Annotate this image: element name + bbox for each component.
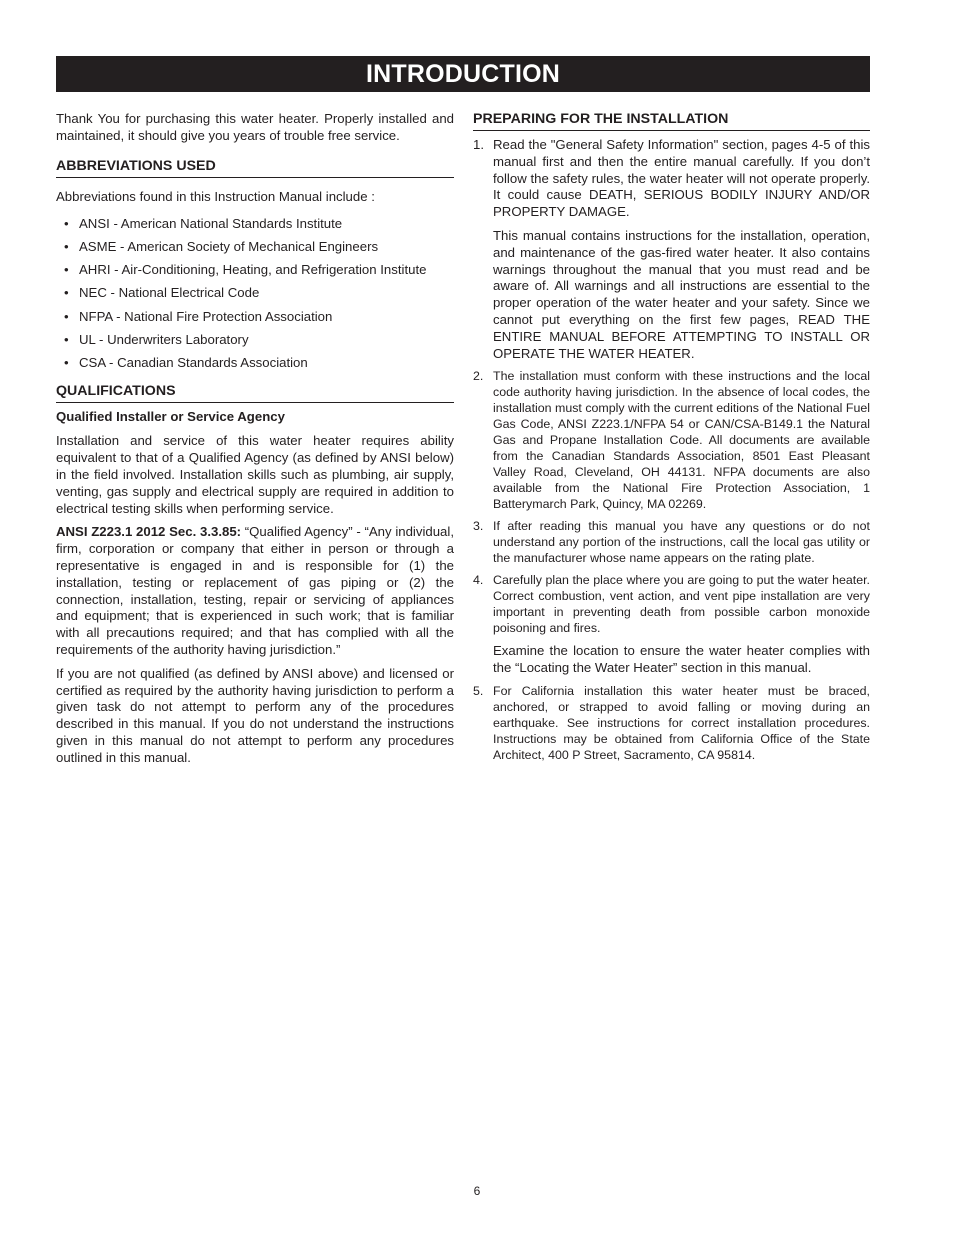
- step-extra-text: This manual contains instructions for the installation, operation, and maintenance of the gas-fired water heater. It also contains warnings throughout the manual that you must read and be aware of. All warnings and all instructions are essential to the proper operation of the water heater and your safety. Since we cannot put everything on the first few pages, READ THE ENTIRE MANUAL BEFORE ATTEMPTING TO INSTALL OR OPERATE THE WATER HEATER.: [493, 227, 870, 361]
- list-item: • ANSI - American National Standards Institute: [64, 215, 343, 231]
- step-extra-text: Examine the location to ensure the water heater complies with the “Locating the Water Heater” section in this manual.: [493, 643, 870, 676]
- section-title-banner: INTRODUCTION: [56, 56, 870, 92]
- left-column: [56, 111, 454, 767]
- list-item: • NEC - National Electrical Code: [64, 285, 260, 301]
- bullet-icon: •: [64, 332, 69, 348]
- list-item: [473, 137, 870, 362]
- list-item: [473, 572, 870, 677]
- abbreviations-list: [56, 216, 454, 372]
- qualifications-heading: QUALIFICATIONS: [56, 383, 454, 403]
- bullet-icon: •: [64, 355, 69, 371]
- step-number: 1.: [473, 137, 484, 152]
- step-text: Read the "General Safety Information" section, pages 4-5 of this manual first and then the entire manual carefully. If you don’t follow the safety rules, the water heater will not operate properly. It could cause DEATH, SERIOUS BODILY INJURY AND/OR PROPERTY DAMAGE.: [493, 137, 870, 220]
- list-item: [473, 368, 870, 512]
- step-number: 2.: [473, 369, 484, 384]
- step-text: If after reading this manual you have any questions or do not understand any portion of the instructions, call the local gas utility or the manufacturer whose name appears on the rating plate.: [493, 519, 870, 566]
- step-text: The installation must conform with these instructions and the local code authority having jurisdiction. In the absence of local codes, the installation must comply with the current editions of the National Fuel Gas Code, ANSI Z223.1/NFPA 54 or CAN/CSA-B149.1 the Natural Gas and Propane Installation Code. All documents are available from the Canadian Standards Association, 8501 East Pleasant Valley Road, Cleveland, OH 44131. NFPA documents are also available from the National Fire Protection Association, 1 Batterymarch Park, Quincy, MA 02269.: [493, 369, 870, 512]
- ansi-reference-label: ANSI Z223.1 2012 Sec. 3.3.85:: [56, 524, 242, 540]
- right-column: [473, 111, 870, 763]
- bullet-icon: •: [64, 262, 69, 278]
- list-item: [473, 683, 870, 763]
- list-item: • NFPA - National Fire Protection Association: [64, 308, 333, 324]
- qualifications-paragraph: Installation and service of this water heater requires ability equivalent to that of a Qualified Agency (as defined by ANSI below) in the field involved. Installation skills such as plumbing, air supply, venting, gas supply and electrical supply are required in addition to electrical testing skills when performing service.: [56, 433, 454, 516]
- bullet-icon: •: [64, 308, 69, 324]
- ansi-definition-paragraph: [56, 524, 454, 658]
- preparing-installation-heading: PREPARING FOR THE INSTALLATION: [473, 111, 870, 131]
- page-number: 6: [473, 1184, 481, 1198]
- step-number: 3.: [473, 519, 484, 534]
- step-text: Carefully plan the place where you are going to put the water heater. Correct combustion, vent action, and vent pipe installation are very important in preventing death from possible carbon monoxide poisoning and fires.: [493, 573, 870, 636]
- list-item: [473, 518, 870, 566]
- installation-steps-list: [473, 137, 870, 763]
- bullet-icon: •: [64, 215, 69, 231]
- abbreviations-heading: ABBREVIATIONS USED: [56, 158, 454, 178]
- step-number: 4.: [473, 573, 484, 588]
- step-text: For California installation this water heater must be braced, anchored, or strapped to avoid falling or moving during an earthquake. See instructions for correct installation procedures. Instructions may be obtained from California Office of the State Architect, 400 P Street, Sacramento, CA 95814.: [493, 683, 870, 762]
- list-item: • ASME - American Society of Mechanical Engineers: [64, 238, 379, 254]
- bullet-icon: •: [64, 285, 69, 301]
- bullet-icon: •: [64, 238, 69, 254]
- abbreviations-lead: Abbreviations found in this Instruction Manual include :: [56, 188, 375, 204]
- step-number: 5.: [473, 683, 484, 698]
- not-qualified-paragraph: If you are not qualified (as defined by ANSI above) and licensed or certified as required by the authority having jurisdiction to perform a given task do not attempt to perform any of the procedures described in this manual. If you do not understand the instructions given in this manual do not attempt to perform any procedures outlined in this manual.: [56, 665, 454, 765]
- list-item: • AHRI - Air-Conditioning, Heating, and Refrigeration Institute: [64, 262, 427, 278]
- list-item: • CSA - Canadian Standards Association: [64, 355, 308, 371]
- intro-paragraph: Thank You for purchasing this water heater. Properly installed and maintained, it should give you years of trouble free service.: [56, 111, 454, 143]
- list-item: • UL - Underwriters Laboratory: [64, 332, 249, 348]
- ansi-definition-text: “Qualified Agency” - “Any individual, firm, corporation or company that either in person or through a representative is engaged in and is responsible for (1) the installation, testing or replacement of gas piping or (2) the connection, installation, testing, repair or servicing of appliances and equipment; that is experienced in such work; that is familiar with all precautions required; and that has complied with all the requirements of the authority having jurisdiction.”: [56, 524, 454, 657]
- qualified-installer-subheading: Qualified Installer or Service Agency: [56, 409, 285, 425]
